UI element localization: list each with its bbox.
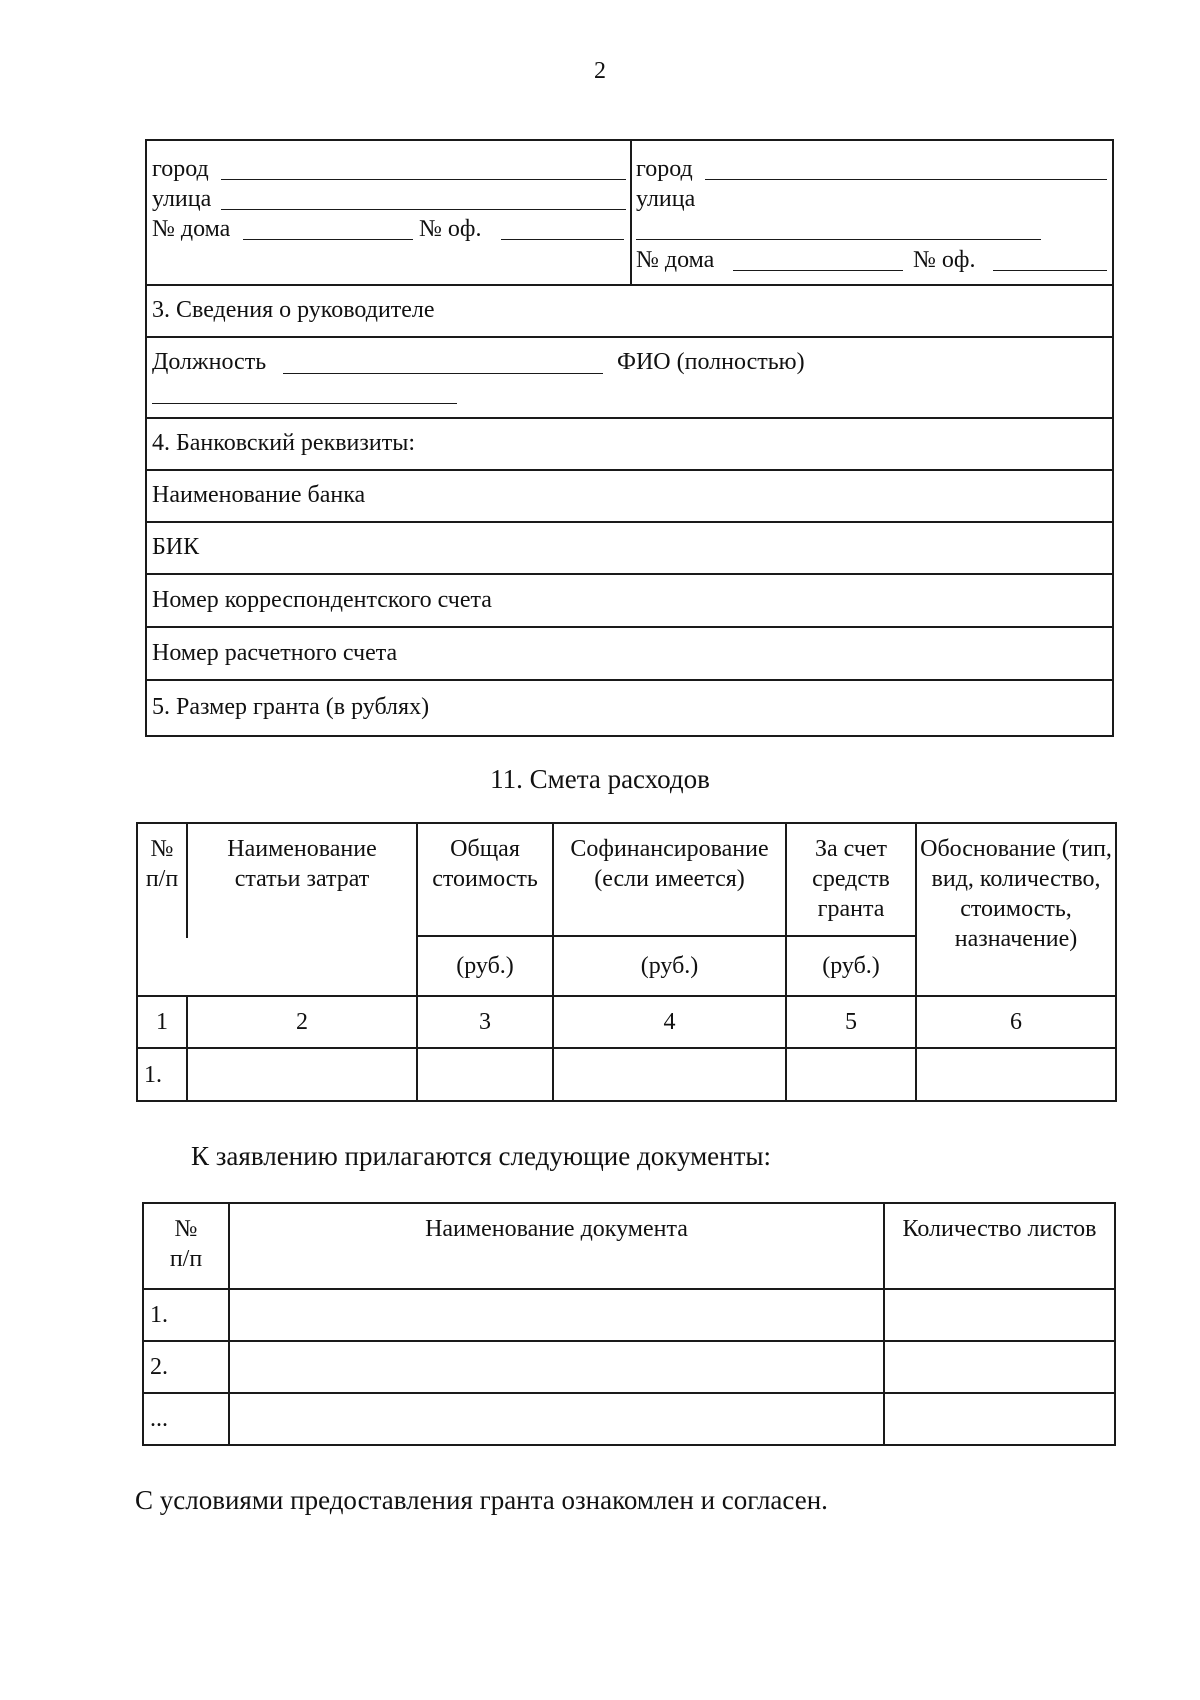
left-house-label: № дома [152,216,231,242]
header-total: Общая стоимость [417,823,553,936]
col-number: 2 [187,996,417,1048]
director-heading: 3. Сведения о руководителе [152,297,435,323]
agreement-statement: С условиями предоставления гранта ознакомлен и согласен. [135,1485,828,1515]
fio-field[interactable] [152,403,457,404]
unit-cofinancing: (руб.) [553,936,786,996]
cell-item[interactable] [187,1048,417,1101]
estimate-title: 11. Смета расходов [490,764,710,794]
row-divider [145,336,1114,338]
right-house-field[interactable] [733,270,903,271]
estimate-header-num-item [137,823,417,996]
header-item: Наименование статьи затрат [227,836,377,892]
row-divider [145,679,1114,681]
attach-row-num: 2. [143,1341,229,1393]
table-row [143,1289,1115,1341]
left-street-field[interactable] [221,209,626,210]
header-num: № п/п [138,824,188,938]
row-divider [145,626,1114,628]
attach-row-sheets[interactable] [884,1393,1115,1445]
left-city-field[interactable] [221,179,626,180]
unit-grant-funds: (руб.) [786,936,916,996]
attach-header-sheets: Количество листов [884,1203,1115,1289]
cell-grant-funds[interactable] [786,1048,916,1101]
left-office-label: № оф. [419,216,482,242]
col-number: 6 [916,996,1116,1048]
attach-row-sheets[interactable] [884,1341,1115,1393]
corr-account-label: Номер корреспондентского счета [152,587,492,613]
left-city-label: город [152,156,209,182]
header-grant-funds: За счет средств гранта [786,823,916,936]
row-divider [145,469,1114,471]
table-row [143,1393,1115,1445]
address-divider [630,141,632,284]
col-number: 1 [137,996,187,1048]
attach-row-name[interactable] [229,1289,884,1341]
attach-header-name: Наименование документа [229,1203,884,1289]
right-office-field[interactable] [993,270,1107,271]
attachments-table [142,1202,1116,1446]
unit-total: (руб.) [417,936,553,996]
attach-row-num: ... [143,1393,229,1445]
cell-total[interactable] [417,1048,553,1101]
right-house-label: № дома [636,247,715,273]
right-street-field[interactable] [636,239,1041,240]
attachments-intro: К заявлению прилагаются следующие документы: [191,1141,772,1171]
right-city-field[interactable] [705,179,1107,180]
position-field[interactable] [283,373,603,374]
table-row [137,1048,1116,1101]
left-street-label: улица [152,186,212,212]
page-number: 2 [594,58,606,84]
bank-name-label: Наименование банка [152,482,366,508]
left-house-field[interactable] [243,239,413,240]
row-divider [145,417,1114,419]
cell-cofinancing[interactable] [553,1048,786,1101]
attach-row-name[interactable] [229,1341,884,1393]
left-office-field[interactable] [501,239,624,240]
col-number: 4 [553,996,786,1048]
estimate-table [136,822,1117,1102]
attach-row-name[interactable] [229,1393,884,1445]
attach-row-num: 1. [143,1289,229,1341]
row-num: 1. [137,1048,187,1101]
bank-heading: 4. Банковский реквизиты: [152,430,416,456]
position-label: Должность [152,349,267,375]
header-justification: Обоснование (тип, вид, количество, стоимость, назначение) [916,823,1116,996]
row-divider [145,284,1114,286]
right-office-label: № оф. [913,247,976,273]
col-number: 3 [417,996,553,1048]
row-divider [145,521,1114,523]
attach-header-num: № п/п [143,1203,229,1289]
bik-label: БИК [152,534,200,560]
grant-size-label: 5. Размер гранта (в рублях) [152,694,430,720]
table-row [143,1341,1115,1393]
column-number-row [137,996,1116,1048]
col-number: 5 [786,996,916,1048]
row-divider [145,573,1114,575]
right-street-label: улица [636,186,696,212]
attach-row-sheets[interactable] [884,1289,1115,1341]
fio-label: ФИО (полностью) [617,349,805,375]
header-cofinancing: Софинансирование (если имеется) [553,823,786,936]
settlement-account-label: Номер расчетного счета [152,640,398,666]
cell-justification[interactable] [916,1048,1116,1101]
applicant-form-table [145,139,1114,737]
right-city-label: город [636,156,693,182]
